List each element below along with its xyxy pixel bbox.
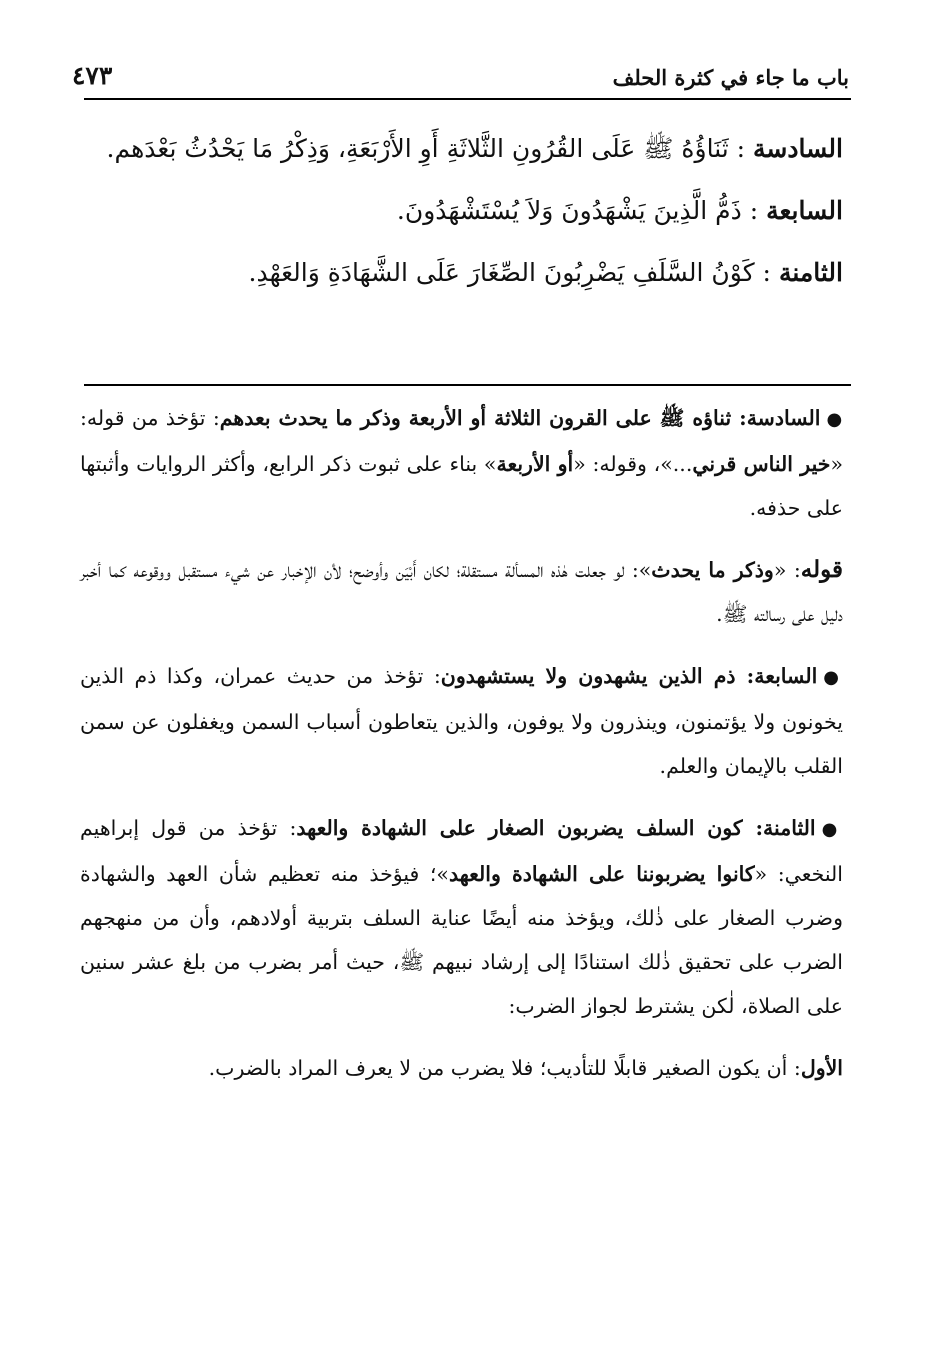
matn-text: ذَمُّ الَّذِينَ يَشْهَدُونَ وَلاَ يُسْتَشْهَدُونَ. [396,196,742,225]
commentary-text: » بناء على ثبوت ذكر الرابع، وأكثر الروايات وأثبتها على حذفه. [80,452,843,520]
header-rule [84,98,851,100]
commentary [80,396,843,1108]
commentary-eighth [80,806,843,1028]
matn-separator: : [754,258,779,287]
page-number: ٤٧٣ [72,61,113,90]
matn-text: كَوْنُ السَّلَفِ يَضْرِبُونَ الصِّغَارَ عَلَى الشَّهَادَةِ وَالعَهْدِ. [248,258,755,287]
commentary-text: : تؤخذ من قوله: « [80,406,843,476]
commentary-text: : تؤخذ من حديث عمران، وكذا ذم الذين يخونون ولا يؤتمنون، وينذرون ولا يوفون، والذين يتعاطون أسباب السمن ويغفلون عن سمن القلب بالإيمان والعلم. [80,664,843,778]
commentary-text: : تؤخذ من قول إبراهيم النخعي: « [80,816,843,886]
matn-sixth [80,118,843,180]
matn-text: ثَنَاؤُهُ ﷺ عَلَى القُرُونِ الثَّلاثَةِ أَوِ الأَرْبَعَةِ، وَذِكْرُ مَا يَحْدُثُ بَعْدَهم. [106,134,729,163]
bullet-icon: ● [823,667,843,688]
matn-label: الثامنة [778,258,843,287]
commentary-text: : « [773,558,801,582]
commentary-heading: الثامنة: كون السلف يضربون الصغار على الشهادة والعهد [296,816,816,840]
page-header [72,50,849,90]
matn-seventh [80,180,843,242]
matn-separator: : [728,134,754,163]
commentary-seventh [80,654,843,788]
quoted-text: كانوا يضربوننا على الشهادة والعهد [448,862,755,886]
commentary-text: : أن يكون الصغير قابلًا للتأديب؛ فلا يضرب من لا يعرف المراد بالضرب. [208,1056,801,1080]
commentary-heading: الأول [800,1056,843,1080]
section-divider [84,384,851,386]
commentary-text: ...»، وقوله: « [573,452,693,476]
quoted-text: وذكر ما يحدث [651,558,774,582]
running-title: باب ما جاء في كثرة الحلف [612,65,849,90]
commentary-text: »؛ فيؤخذ منه تعظيم شأن العهد والشهادة وضرب الصغار على ذٰلك، ويؤخذ منه أيضًا عناية السلف بتربية أولادهم، وأن من منهجهم الضرب على تحقيق ذٰلك استنادًا إلى إرشاد نبيهم ﷺ، حيث أمر بضرب من بلغ عشر سنين على الصلاة، لٰكن يشترط لجواز الضرب: [80,862,843,1018]
commentary-text: »: لو جعلت هٰذه المسألة مستقلة؛ لكان أَبْيَن وأوضح؛ لأن الإخبار عن شيء مستقبل ووقوعه كما أخبر دليل على رسالته ﷺ. [80,558,843,626]
quoted-text: خير الناس قرني [692,452,831,476]
commentary-first-condition [80,1046,843,1090]
matn-label: السابعة [766,196,843,225]
matn-eighth [80,242,843,304]
commentary-heading: قوله [800,556,843,583]
main-text [80,118,843,304]
matn-label: السادسة [753,134,843,163]
commentary-sixth [80,396,843,530]
commentary-heading: السابعة: ذم الذين يشهدون ولا يستشهدون [440,664,818,688]
commentary-heading: السادسة: ثناؤه ﷺ على القرون الثلاثة أو الأربعة وذكر ما يحدث بعدهم [219,406,821,430]
bullet-icon: ● [826,409,843,430]
matn-separator: : [741,196,767,225]
quoted-text: أو الأربعة [496,452,574,476]
commentary-qawluh [80,548,843,636]
bullet-icon: ● [821,819,843,840]
